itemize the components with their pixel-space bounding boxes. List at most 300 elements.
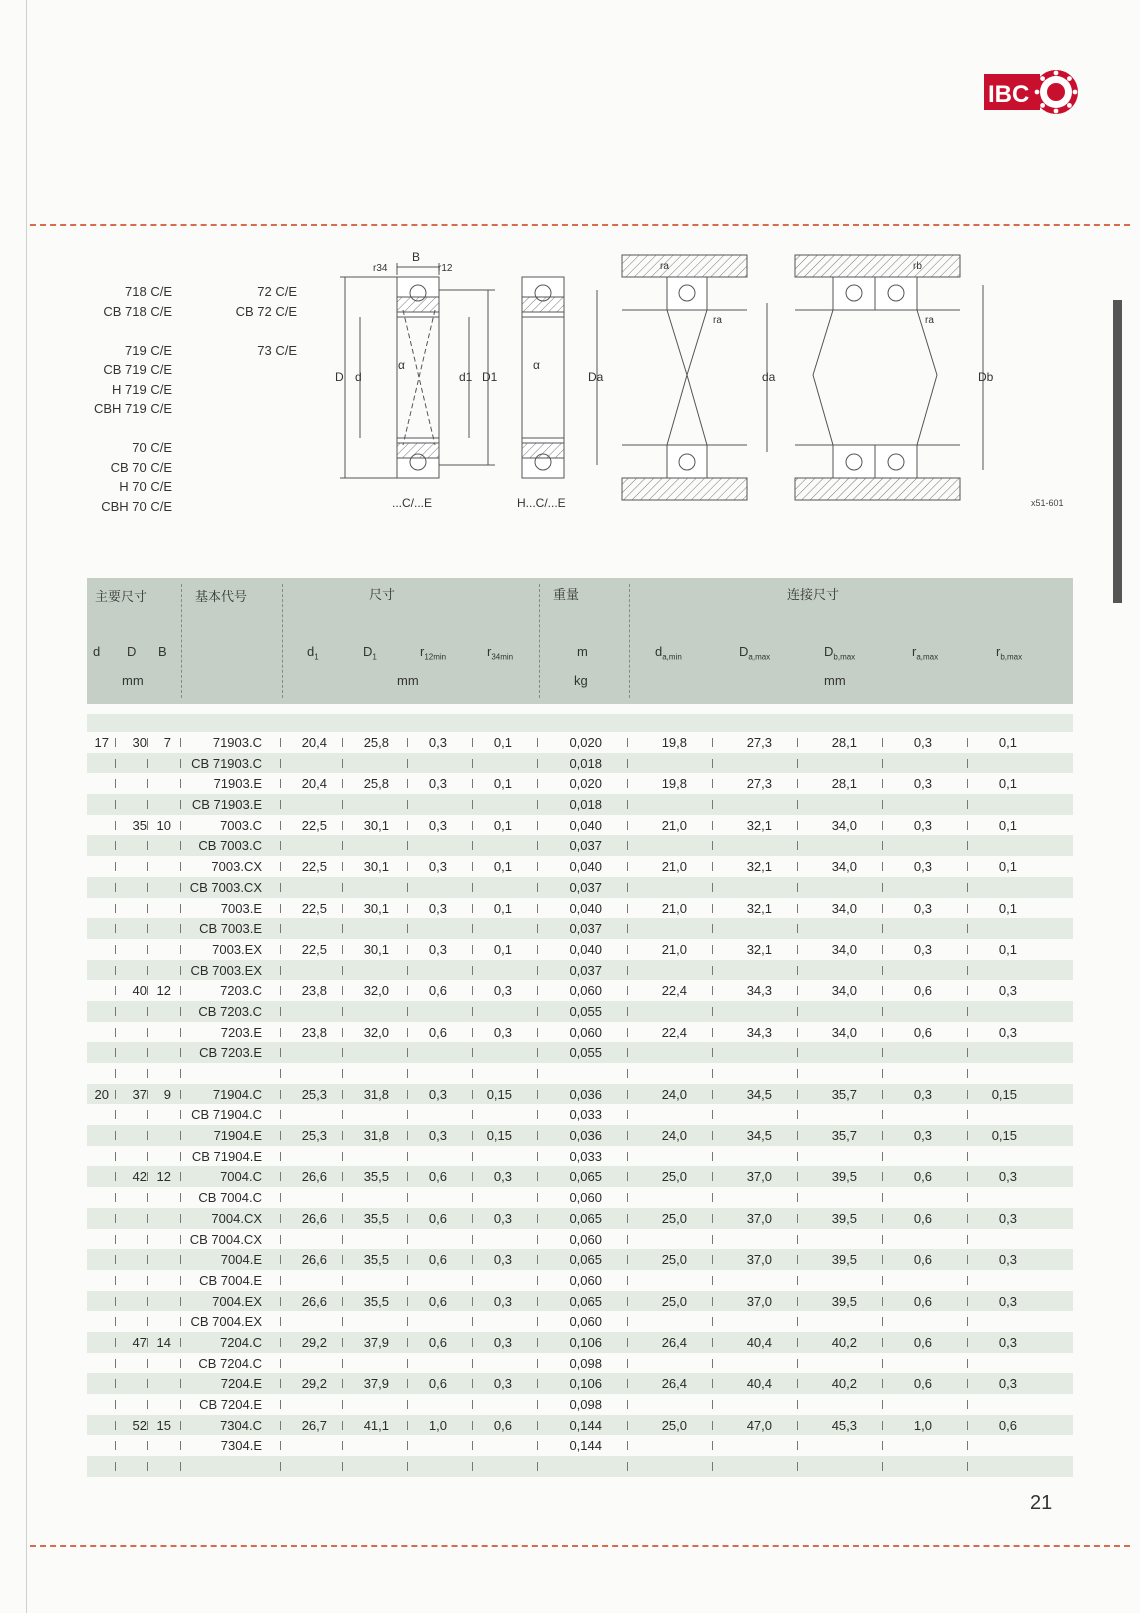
cell-D1: 25,8 xyxy=(363,776,389,792)
cell-r34min: 0,3 xyxy=(493,1210,512,1226)
cell-d1: 29,2 xyxy=(301,1334,327,1350)
cell-rb-max: 0,3 xyxy=(998,1252,1017,1268)
cell-da-min: 25,0 xyxy=(661,1417,687,1433)
cell-d1: 22,5 xyxy=(301,941,327,957)
cell-Da-max: 34,3 xyxy=(746,1024,772,1040)
cell-designation: 7203.E xyxy=(220,1024,262,1040)
cell-mass: 0,060 xyxy=(569,1314,602,1330)
cell-mass: 0,020 xyxy=(569,776,602,792)
cell-r12min: 0,3 xyxy=(428,1128,447,1144)
cell-designation: 7004.C xyxy=(220,1169,262,1185)
cell-r34min: 0,15 xyxy=(486,1086,512,1102)
cell-B: 7 xyxy=(163,735,171,750)
cell-da-min: 26,4 xyxy=(661,1334,687,1350)
cell-da-min: 25,0 xyxy=(661,1252,687,1268)
cell-Da-max: 40,4 xyxy=(746,1334,772,1350)
cell-Da-max: 32,1 xyxy=(746,941,772,957)
cell-mass: 0,065 xyxy=(569,1210,602,1226)
cell-Da-max: 34,5 xyxy=(746,1128,772,1144)
cell-D1: 30,1 xyxy=(363,817,389,833)
cell-designation: 7003.CX xyxy=(211,859,262,875)
group-mass: 重量 xyxy=(553,587,580,602)
cell-mass: 0,065 xyxy=(569,1252,602,1268)
table-row xyxy=(87,1373,1073,1394)
cell-designation: CB 71903.E xyxy=(191,797,262,813)
cell-D1: 32,0 xyxy=(363,983,389,999)
cell-designation: 71904.C xyxy=(212,1086,262,1102)
label-d: d xyxy=(355,370,362,384)
cell-d1: 26,6 xyxy=(301,1293,327,1309)
table-row xyxy=(87,1249,1073,1270)
cell-mass: 0,018 xyxy=(569,755,602,771)
table-row xyxy=(87,1229,1073,1250)
cell-r34min: 0,3 xyxy=(493,1169,512,1185)
cell-ra-max: 0,3 xyxy=(913,776,932,792)
table-row xyxy=(87,1104,1073,1125)
cell-Db-max: 35,7 xyxy=(831,1128,857,1144)
cell-D1: 32,0 xyxy=(363,1024,389,1040)
cell-da-min: 22,4 xyxy=(661,983,687,999)
table-row xyxy=(87,1084,1073,1105)
svg-text:IBC: IBC xyxy=(988,81,1030,108)
cell-Da-max: 37,0 xyxy=(746,1169,772,1185)
cell-da-min: 21,0 xyxy=(661,859,687,875)
cell-designation: CB 7203.E xyxy=(199,1045,262,1061)
cell-ra-max: 0,3 xyxy=(913,1086,932,1102)
cell-da-min: 19,8 xyxy=(661,776,687,792)
cell-rb-max: 0,1 xyxy=(998,859,1017,875)
label-rb: rb xyxy=(913,261,922,272)
cell-rb-max: 0,1 xyxy=(998,735,1017,750)
cell-designation: CB 7004.E xyxy=(199,1272,262,1288)
label-alpha: α xyxy=(398,358,405,372)
cell-r12min: 0,3 xyxy=(428,817,447,833)
cell-designation: 7204.E xyxy=(220,1376,262,1392)
cell-mass: 0,040 xyxy=(569,900,602,916)
cell-rb-max: 0,3 xyxy=(998,1376,1017,1392)
cell-designation: 7204.C xyxy=(220,1334,262,1350)
cell-r12min: 0,6 xyxy=(428,1376,447,1392)
cell-designation: 7004.E xyxy=(220,1252,262,1268)
table-row xyxy=(87,1042,1073,1063)
cell-mass: 0,040 xyxy=(569,941,602,957)
cell-r12min: 0,3 xyxy=(428,735,447,750)
cell-D1: 31,8 xyxy=(363,1086,389,1102)
cell-designation: CB 7004.EX xyxy=(190,1314,262,1330)
cell-Da-max: 34,3 xyxy=(746,983,772,999)
cell-Da-max: 37,0 xyxy=(746,1252,772,1268)
label-ra-3: ra xyxy=(925,315,934,326)
table-body xyxy=(87,732,1073,1477)
table-row xyxy=(87,1001,1073,1022)
cell-designation: 7304.E xyxy=(220,1438,262,1454)
cell-mass: 0,033 xyxy=(569,1107,602,1123)
cell-ra-max: 0,3 xyxy=(913,1128,932,1144)
cell-rb-max: 0,15 xyxy=(991,1086,1017,1102)
cell-D1: 35,5 xyxy=(363,1210,389,1226)
table-row xyxy=(87,1063,1073,1084)
cell-r12min: 0,6 xyxy=(428,1252,447,1268)
cell-Da-max: 32,1 xyxy=(746,817,772,833)
cell-D1: 35,5 xyxy=(363,1293,389,1309)
label-Da: Da xyxy=(588,370,604,384)
cell-ra-max: 0,3 xyxy=(913,900,932,916)
cell-ra-max: 0,6 xyxy=(913,1169,932,1185)
cell-mass: 0,098 xyxy=(569,1397,602,1412)
table-row xyxy=(87,1146,1073,1167)
cell-mass: 0,037 xyxy=(569,838,602,854)
side-thumb-bar xyxy=(1113,300,1122,603)
cell-D: 40 xyxy=(132,983,147,999)
cell-d1: 29,2 xyxy=(301,1376,327,1392)
cell-Db-max: 35,7 xyxy=(831,1086,857,1102)
cell-d1: 25,3 xyxy=(301,1086,327,1102)
cell-rb-max: 0,3 xyxy=(998,1169,1017,1185)
cell-designation: 7203.C xyxy=(220,983,262,999)
table-row xyxy=(87,1187,1073,1208)
cell-mass: 0,144 xyxy=(569,1417,602,1433)
series-list-left: 718 C/E CB 718 C/E 719 C/E CB 719 C/E H 719 C/E CBH 719 C/E 70 C/E CB 70 C/E H 70 C/E CBH 70 C/E xyxy=(93,284,172,514)
cell-r34min: 0,3 xyxy=(493,1293,512,1309)
cell-Db-max: 39,5 xyxy=(831,1293,857,1309)
table-row xyxy=(87,1353,1073,1374)
table-row xyxy=(87,1125,1073,1146)
cell-designation: CB 7003.E xyxy=(199,921,262,937)
cell-D: 52 xyxy=(132,1417,147,1433)
label-d1: d1 xyxy=(459,370,473,384)
table-row xyxy=(87,835,1073,856)
cell-designation: 7003.E xyxy=(220,900,262,916)
cell-r12min: 0,6 xyxy=(428,983,447,999)
cell-da-min: 25,0 xyxy=(661,1293,687,1309)
cell-r12min: 0,3 xyxy=(428,1086,447,1102)
cell-D1: 37,9 xyxy=(363,1334,389,1350)
left-margin-rule xyxy=(26,0,27,1613)
cell-d1: 23,8 xyxy=(301,983,327,999)
table-row xyxy=(87,773,1073,794)
cell-rb-max: 0,15 xyxy=(991,1128,1017,1144)
cell-D1: 41,1 xyxy=(363,1417,389,1433)
cell-Db-max: 39,5 xyxy=(831,1210,857,1226)
cell-D1: 35,5 xyxy=(363,1169,389,1185)
cell-da-min: 25,0 xyxy=(661,1169,687,1185)
label-da: da xyxy=(762,370,776,384)
label-B: B xyxy=(412,250,421,264)
table-row xyxy=(87,1332,1073,1353)
cell-mass: 0,020 xyxy=(569,735,602,750)
cell-designation: CB 7004.C xyxy=(198,1190,262,1206)
cell-mass: 0,036 xyxy=(569,1128,602,1144)
cell-Da-max: 37,0 xyxy=(746,1210,772,1226)
cell-d1: 26,6 xyxy=(301,1252,327,1268)
bearing-table xyxy=(87,578,1073,1477)
cell-d1: 20,4 xyxy=(301,735,327,750)
cell-D: 42 xyxy=(132,1169,147,1185)
cell-da-min: 24,0 xyxy=(661,1128,687,1144)
cell-mass: 0,055 xyxy=(569,1045,602,1061)
cell-da-min: 21,0 xyxy=(661,817,687,833)
cell-mass: 0,144 xyxy=(569,1438,602,1454)
top-dashed-divider xyxy=(30,224,1130,226)
table-row xyxy=(87,753,1073,774)
cell-designation: CB 7203.C xyxy=(198,1003,262,1019)
label-Db: Db xyxy=(978,370,994,384)
cell-r12min: 1,0 xyxy=(428,1417,447,1433)
cell-r34min: 0,6 xyxy=(493,1417,512,1433)
cell-mass: 0,036 xyxy=(569,1086,602,1102)
cell-mass: 0,065 xyxy=(569,1169,602,1185)
cell-r12min: 0,6 xyxy=(428,1024,447,1040)
caption-c-e: ...C/...E xyxy=(392,496,433,510)
drawing-code: x51-601 xyxy=(1031,498,1064,508)
cell-Db-max: 39,5 xyxy=(831,1169,857,1185)
cell-r34min: 0,1 xyxy=(493,941,512,957)
cell-Da-max: 32,1 xyxy=(746,900,772,916)
cell-mass: 0,033 xyxy=(569,1148,602,1164)
cell-r34min: 0,1 xyxy=(493,776,512,792)
cell-designation: CB 71904.E xyxy=(191,1148,262,1164)
table-row xyxy=(87,1291,1073,1312)
cell-da-min: 21,0 xyxy=(661,941,687,957)
group-designation: 基本代号 xyxy=(195,589,248,604)
cell-d1: 22,5 xyxy=(301,859,327,875)
label-r12: r12 xyxy=(438,263,453,274)
cell-Db-max: 34,0 xyxy=(831,941,857,957)
cell-Da-max: 27,3 xyxy=(746,735,772,750)
cell-mass: 0,098 xyxy=(569,1355,602,1371)
cell-ra-max: 0,6 xyxy=(913,1293,932,1309)
table-row xyxy=(87,1435,1073,1456)
table-row xyxy=(87,1208,1073,1229)
cell-r12min: 0,6 xyxy=(428,1293,447,1309)
label-ra-2: ra xyxy=(713,315,722,326)
cell-Db-max: 28,1 xyxy=(831,776,857,792)
cell-designation: CB 7204.C xyxy=(198,1355,262,1371)
cell-D1: 37,9 xyxy=(363,1376,389,1392)
cell-designation: CB 7003.EX xyxy=(190,962,262,978)
cell-D: 37 xyxy=(132,1086,147,1102)
cell-designation: CB 71903.C xyxy=(191,755,262,771)
cell-mass: 0,060 xyxy=(569,1231,602,1247)
cell-designation: CB 7003.C xyxy=(198,838,262,854)
cell-d: 17 xyxy=(94,735,109,750)
cell-Db-max: 28,1 xyxy=(831,735,857,750)
cell-designation: CB 71904.C xyxy=(191,1107,262,1123)
cell-ra-max: 0,3 xyxy=(913,817,932,833)
series-list-right: 72 C/E CB 72 C/E 73 C/E xyxy=(235,284,297,358)
cell-ra-max: 0,6 xyxy=(913,1334,932,1350)
cell-designation: 7304.C xyxy=(220,1417,262,1433)
cell-D1: 31,8 xyxy=(363,1128,389,1144)
cell-mass: 0,055 xyxy=(569,1003,602,1019)
cell-Da-max: 37,0 xyxy=(746,1293,772,1309)
cell-d1: 26,6 xyxy=(301,1169,327,1185)
label-D1: D1 xyxy=(482,370,498,384)
label-ra: ra xyxy=(660,261,669,272)
cell-d1: 20,4 xyxy=(301,776,327,792)
cell-mass: 0,060 xyxy=(569,1190,602,1206)
label-r34: r34 xyxy=(373,263,388,274)
cell-rb-max: 0,3 xyxy=(998,1334,1017,1350)
cell-da-min: 24,0 xyxy=(661,1086,687,1102)
cell-d1: 22,5 xyxy=(301,817,327,833)
cell-d1: 25,3 xyxy=(301,1128,327,1144)
cell-r34min: 0,1 xyxy=(493,735,512,750)
cell-Db-max: 40,2 xyxy=(831,1376,857,1392)
table-row xyxy=(87,794,1073,815)
cell-D1: 30,1 xyxy=(363,941,389,957)
cell-designation: 7003.C xyxy=(220,817,262,833)
cell-r34min: 0,1 xyxy=(493,859,512,875)
cell-d1: 26,6 xyxy=(301,1210,327,1226)
cell-d1: 22,5 xyxy=(301,900,327,916)
cell-d1: 23,8 xyxy=(301,1024,327,1040)
cell-d: 20 xyxy=(94,1086,109,1102)
cell-designation: 7004.CX xyxy=(211,1210,262,1226)
cell-D1: 30,1 xyxy=(363,900,389,916)
cell-mass: 0,037 xyxy=(569,962,602,978)
cell-mass: 0,037 xyxy=(569,921,602,937)
cell-r34min: 0,1 xyxy=(493,900,512,916)
cell-Db-max: 34,0 xyxy=(831,900,857,916)
cell-B: 9 xyxy=(163,1086,171,1102)
cell-r12min: 0,3 xyxy=(428,941,447,957)
cell-Db-max: 34,0 xyxy=(831,817,857,833)
cell-Db-max: 39,5 xyxy=(831,1252,857,1268)
cell-mass: 0,065 xyxy=(569,1293,602,1309)
cell-B: 10 xyxy=(156,817,171,833)
cell-rb-max: 0,3 xyxy=(998,1293,1017,1309)
cell-ra-max: 1,0 xyxy=(913,1417,932,1433)
cell-rb-max: 0,6 xyxy=(998,1417,1017,1433)
cell-r34min: 0,15 xyxy=(486,1128,512,1144)
cell-ra-max: 0,6 xyxy=(913,1024,932,1040)
cell-D: 35 xyxy=(132,817,147,833)
cell-mass: 0,018 xyxy=(569,797,602,813)
table-row xyxy=(87,856,1073,877)
cell-da-min: 22,4 xyxy=(661,1024,687,1040)
cell-D1: 35,5 xyxy=(363,1252,389,1268)
label-D: D xyxy=(335,370,344,384)
cell-ra-max: 0,3 xyxy=(913,941,932,957)
cell-Db-max: 40,2 xyxy=(831,1334,857,1350)
cell-designation: 71903.E xyxy=(213,776,262,792)
cell-D1: 25,8 xyxy=(363,735,389,750)
table-row xyxy=(87,1270,1073,1291)
cell-mass: 0,106 xyxy=(569,1334,602,1350)
cell-designation: CB 7204.E xyxy=(199,1397,262,1412)
table-row xyxy=(87,1311,1073,1332)
cell-r12min: 0,6 xyxy=(428,1169,447,1185)
cell-mass: 0,037 xyxy=(569,879,602,895)
cell-Da-max: 34,5 xyxy=(746,1086,772,1102)
group-abutment: 连接尺寸 xyxy=(787,587,840,602)
cell-designation: 7004.EX xyxy=(212,1293,262,1309)
cell-Db-max: 34,0 xyxy=(831,1024,857,1040)
table-row xyxy=(87,815,1073,836)
cell-r12min: 0,3 xyxy=(428,859,447,875)
cell-rb-max: 0,3 xyxy=(998,1210,1017,1226)
group-dimensions: 尺寸 xyxy=(369,587,396,602)
page-number: 21 xyxy=(1030,1492,1053,1514)
cell-designation: CB 7003.CX xyxy=(189,879,262,895)
table-row xyxy=(87,1415,1073,1436)
cell-da-min: 19,8 xyxy=(661,735,687,750)
cell-r34min: 0,3 xyxy=(493,1024,512,1040)
cell-ra-max: 0,3 xyxy=(913,735,932,750)
cell-Db-max: 34,0 xyxy=(831,859,857,875)
cell-D: 47 xyxy=(132,1334,147,1350)
table-row xyxy=(87,1456,1073,1477)
cell-r34min: 0,3 xyxy=(493,1334,512,1350)
cell-r34min: 0,3 xyxy=(493,1376,512,1392)
group-main-dimensions: 主要尺寸 xyxy=(95,589,148,604)
table-header: 主要尺寸 基本代号 尺寸 重量 连接尺寸 d D B $d_1$ $D_1$ $r_{12min}$ $r_{34min}$ m $d_{a,min}$ $D_{a,max}$ $D_{b,max}$ $r_{a,max}$ $r_{b,max}$ mm mm kg mm xyxy=(87,578,1073,704)
bearing-drawing xyxy=(335,245,1095,530)
cell-r12min: 0,6 xyxy=(428,1334,447,1350)
cell-mass: 0,040 xyxy=(569,817,602,833)
caption-h-c-e: H...C/...E xyxy=(517,496,566,510)
table-row xyxy=(87,732,1073,753)
cell-rb-max: 0,1 xyxy=(998,900,1017,916)
table-row xyxy=(87,898,1073,919)
cell-mass: 0,106 xyxy=(569,1376,602,1392)
cell-r34min: 0,3 xyxy=(493,1252,512,1268)
cell-designation: 71903.C xyxy=(212,735,262,750)
cell-ra-max: 0,6 xyxy=(913,983,932,999)
cell-B: 15 xyxy=(156,1417,171,1433)
cell-B: 12 xyxy=(156,1169,171,1185)
table-row xyxy=(87,980,1073,1001)
label-alpha-2: α xyxy=(533,358,540,372)
table-row xyxy=(87,918,1073,939)
cell-mass: 0,060 xyxy=(569,1024,602,1040)
ibc-logo xyxy=(984,69,1080,115)
cell-mass: 0,060 xyxy=(569,983,602,999)
cell-mass: 0,060 xyxy=(569,1272,602,1288)
cell-da-min: 21,0 xyxy=(661,900,687,916)
cell-r12min: 0,3 xyxy=(428,776,447,792)
cell-rb-max: 0,3 xyxy=(998,983,1017,999)
cell-ra-max: 0,6 xyxy=(913,1376,932,1392)
cell-rb-max: 0,1 xyxy=(998,776,1017,792)
cell-designation: CB 7004.CX xyxy=(189,1231,262,1247)
bottom-dashed-divider xyxy=(30,1545,1130,1547)
cell-designation: 7003.EX xyxy=(212,941,262,957)
cell-da-min: 26,4 xyxy=(661,1376,687,1392)
cell-Da-max: 47,0 xyxy=(746,1417,772,1433)
cell-Da-max: 32,1 xyxy=(746,859,772,875)
table-row xyxy=(87,877,1073,898)
table-row xyxy=(87,1166,1073,1187)
table-row xyxy=(87,1394,1073,1415)
cell-rb-max: 0,1 xyxy=(998,817,1017,833)
cell-Db-max: 45,3 xyxy=(831,1417,857,1433)
table-row xyxy=(87,960,1073,981)
cell-Da-max: 40,4 xyxy=(746,1376,772,1392)
cell-r34min: 0,1 xyxy=(493,817,512,833)
cell-r12min: 0,6 xyxy=(428,1210,447,1226)
cell-rb-max: 0,3 xyxy=(998,1024,1017,1040)
cell-D: 30 xyxy=(132,735,147,750)
cell-ra-max: 0,6 xyxy=(913,1210,932,1226)
cell-Db-max: 34,0 xyxy=(831,983,857,999)
table-row xyxy=(87,939,1073,960)
cell-mass: 0,040 xyxy=(569,859,602,875)
cell-d1: 26,7 xyxy=(301,1417,327,1433)
cell-ra-max: 0,6 xyxy=(913,1252,932,1268)
cell-r12min: 0,3 xyxy=(428,900,447,916)
